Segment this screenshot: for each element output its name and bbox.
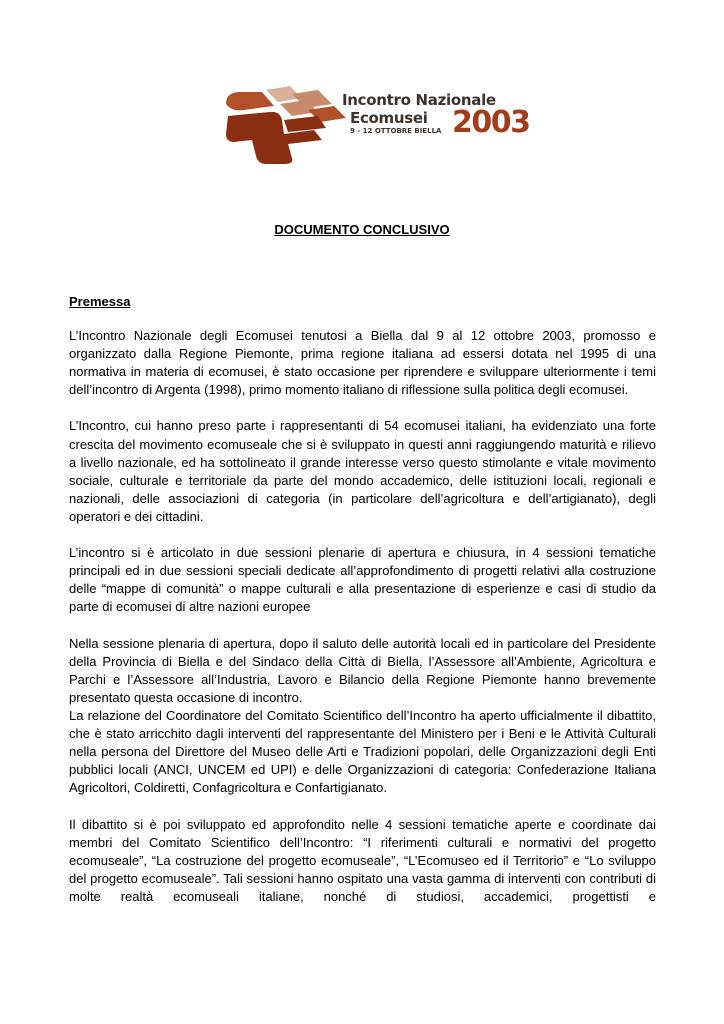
document-body <box>69 327 656 906</box>
paragraph: L’Incontro, cui hanno preso parte i rappresentanti di 54 ecomusei italiani, ha evidenziato una forte crescita del movimento ecomuseale che si è sviluppato in questi anni raggiungendo maturità e rilievo a livello nazionale, ed ha sottolineato il grande interesse verso questo stimolante e vitale movimento sociale, culturale e territoriale da parte del mondo accademico, delle istituzioni locali, regionali e nazionali, delle associazioni di categoria (in particolare dell’agricoltura e dell’artigianato), degli operatori e dei cittadini. <box>69 418 656 524</box>
paragraph: La relazione del Coordinatore del Comitato Scientifico dell’Incontro ha aperto ufficialmente il dibattito, che è stato arricchito dagli interventi del rappresentante del Ministero per i Beni e le Attività Culturali nella persona del Direttore del Museo delle Arti e Tradizioni popolari, delle Organizzazioni degli Enti pubblici locali (ANCI, UNCEM ed UPI) e delle Organizzazioni di categoria: Confederazione Italiana Agricoltori, Coldiretti, Confagricoltura e Confartigianato. <box>69 707 656 796</box>
logo-title-line2: Ecomusei <box>350 109 428 127</box>
paragraph: L’Incontro Nazionale degli Ecomusei tenutosi a Biella dal 9 al 12 ottobre 2003, promosso e organizzato dalla Regione Piemonte, prima regione italiana ad essersi dotata nel 1995 di una normativa in materia di ecomusei, è stato occasione per riprendere e sviluppare ulteriormente i temi dell’incontro di Argenta (1998), primo momento italiano di riflessione sulla politica degli ecomusei. <box>69 328 656 398</box>
logo-title-line1: Incontro Nazionale <box>342 91 496 109</box>
logo-year: 2003 <box>452 105 530 140</box>
logo-dates: 9 - 12 OTTOBRE BIELLA <box>350 127 442 135</box>
event-logo <box>222 82 530 164</box>
section-heading: Premessa <box>69 294 131 309</box>
paragraph: Il dibattito si è poi sviluppato ed approfondito nelle 4 sessioni tematiche aperte e coordinate dai membri del Comitato Scientifico dell’Incontro: “I riferimenti culturali e normativi del progetto ecomuseale”, “La costruzione del progetto ecomuseale”, “L’Ecomuseo ed il Territorio” e “Lo sviluppo del progetto ecomuseale”. Tali sessioni hanno ospitato una vasta gamma di interventi con contributi di molte realtà ecomuseali italiane, nonché di studiosi, accademici, progettisti e <box>69 816 656 904</box>
paragraph: Nella sessione plenaria di apertura, dopo il saluto delle autorità locali ed in particolare del Presidente della Provincia di Biella e del Sindaco della Città di Biella, l’Assessore all’Ambiente, Agricoltura e Parchi e l’Assessore all’Industria, Lavoro e Bilancio della Regione Piemonte hanno brevemente presentato questa occasione di incontro. <box>69 635 656 705</box>
paragraph: L’incontro si è articolato in due sessioni plenarie di apertura e chiusura, in 4 sessioni tematiche principali ed in due sessioni speciali dedicate all’approfondimento di progetti relativi alla costruzione delle “mappe di comunità” o mappe culturali e alla presentazione di esperienze e casi di studio da parte di ecomusei di altre nazioni europee <box>69 545 656 615</box>
document-title: DOCUMENTO CONCLUSIVO <box>274 222 450 237</box>
ecomusei-logo-mark-icon <box>222 82 352 164</box>
